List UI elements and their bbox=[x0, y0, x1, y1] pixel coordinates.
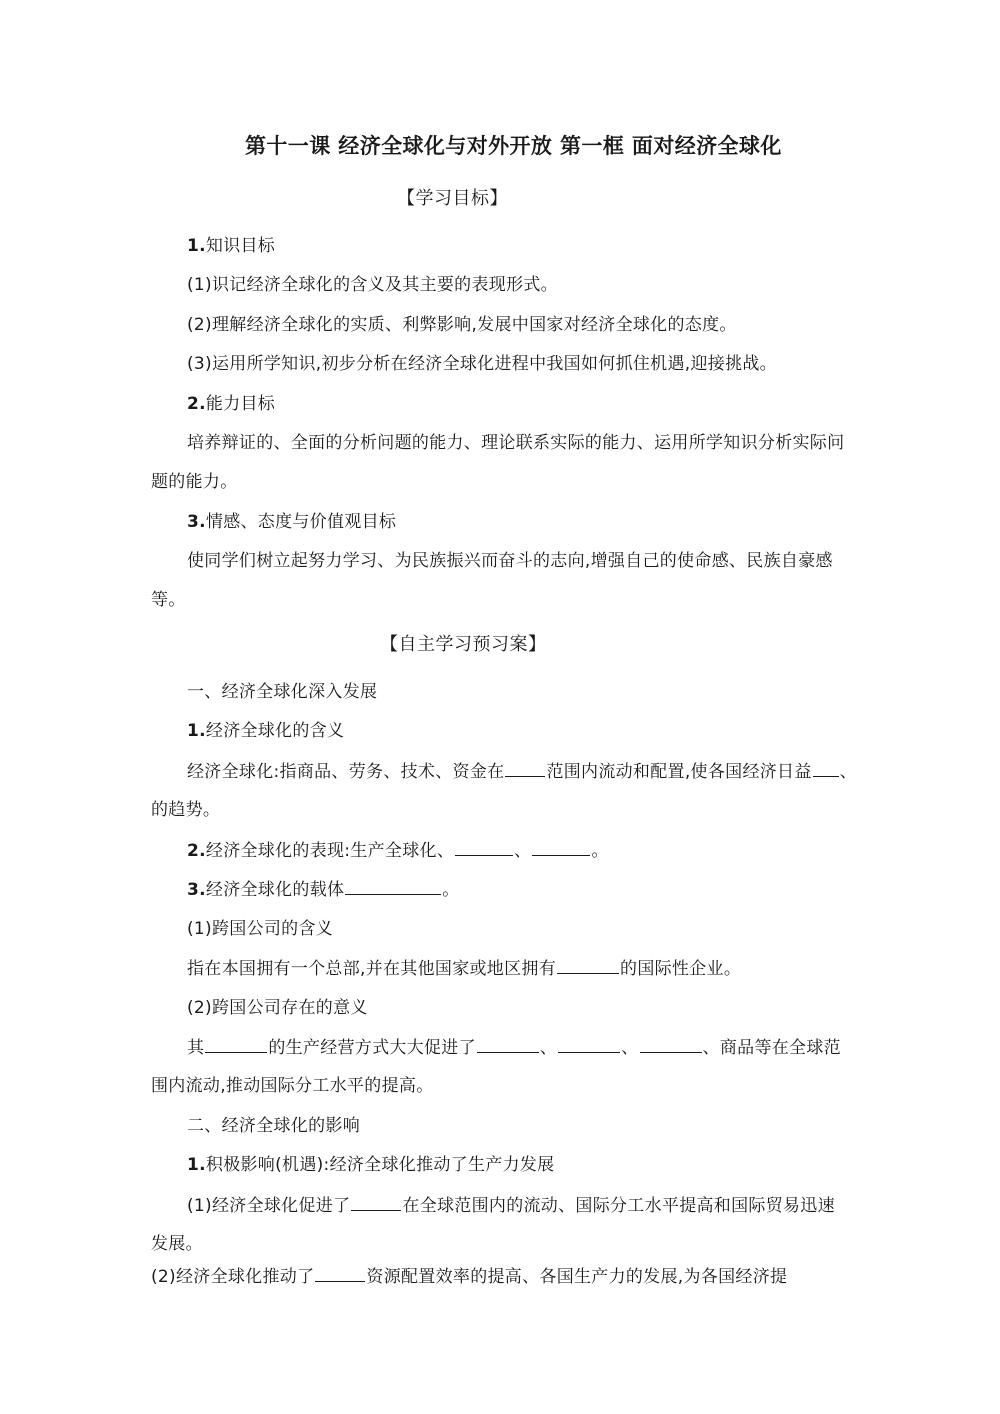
text-segment: 经济全球化的表现:生产全球化、 bbox=[205, 841, 455, 861]
goal-knowledge-item: (2)理解经济全球化的实质、利弊影响,发展中国家对经济全球化的态度。 bbox=[187, 315, 737, 335]
text-segment: 、 bbox=[621, 1038, 639, 1058]
positive-item-1-cont: 发展。 bbox=[151, 1234, 203, 1254]
item-number: 2. bbox=[187, 841, 206, 861]
text-segment: 、商品等在全球范 bbox=[702, 1038, 841, 1058]
fill-in-blank[interactable] bbox=[557, 957, 619, 974]
text-segment: 、 bbox=[539, 1038, 558, 1058]
text-segment: 的国际性企业。 bbox=[620, 959, 742, 979]
fill-in-blank[interactable] bbox=[205, 1036, 267, 1053]
document-title: 第十一课 经济全球化与对外开放 第一框 面对经济全球化 bbox=[245, 134, 782, 158]
forms-text bbox=[187, 839, 609, 862]
part2-heading: 二、经济全球化的影响 bbox=[187, 1116, 360, 1136]
fill-in-blank[interactable] bbox=[477, 1036, 539, 1053]
meaning-heading bbox=[187, 720, 344, 742]
item-heading-text: 积极影响(机遇):经济全球化推动了生产力发展 bbox=[205, 1155, 555, 1175]
text-segment: 其 bbox=[187, 1038, 205, 1058]
item-number: 3. bbox=[187, 880, 206, 900]
goal-ability-text: 培养辩证的、全面的分析问题的能力、理论联系实际的能力、运用所学知识分析实际问 bbox=[187, 433, 845, 453]
text-segment: 资源配置效率的提高、各国生产力的发展,为各国经济提 bbox=[366, 1267, 788, 1287]
section-heading-preview: 【自主学习预习案】 bbox=[380, 634, 547, 655]
fill-in-blank[interactable] bbox=[351, 1194, 401, 1211]
item-heading-text: 经济全球化的含义 bbox=[205, 721, 345, 741]
fill-in-blank[interactable] bbox=[455, 839, 513, 856]
meaning-text bbox=[187, 760, 857, 783]
fill-in-blank[interactable] bbox=[558, 1036, 620, 1053]
fill-in-blank[interactable] bbox=[345, 878, 441, 895]
text-segment: 在全球范围内的流动、国际分工水平提高和国际贸易迅速 bbox=[402, 1196, 835, 1216]
fill-in-blank[interactable] bbox=[505, 760, 545, 777]
carrier-text bbox=[187, 878, 460, 901]
fill-in-blank[interactable] bbox=[813, 760, 839, 777]
mnc-significance-heading: (2)跨国公司存在的意义 bbox=[187, 998, 368, 1018]
goal-heading-text: 知识目标 bbox=[205, 236, 276, 256]
meaning-text-cont: 的趋势。 bbox=[151, 800, 221, 820]
text-segment: 。 bbox=[442, 880, 460, 900]
goal-knowledge-item: (3)运用所学知识,初步分析在经济全球化进程中我国如何抓住机遇,迎接挑战。 bbox=[187, 354, 777, 374]
mnc-meaning-text bbox=[187, 957, 741, 980]
mnc-significance-text bbox=[187, 1036, 841, 1059]
fill-in-blank[interactable] bbox=[640, 1036, 702, 1053]
positive-impact-heading bbox=[187, 1154, 554, 1176]
text-segment: 经济全球化的载体 bbox=[205, 880, 345, 900]
fill-in-blank[interactable] bbox=[315, 1265, 365, 1282]
goal-emotion-text-cont: 等。 bbox=[151, 590, 186, 610]
goal-knowledge-item: (1)识记经济全球化的含义及其主要的表现形式。 bbox=[187, 275, 558, 295]
goal-emotion-text: 使同学们树立起努力学习、为民族振兴而奋斗的志向,增强自己的使命感、民族自豪感 bbox=[187, 551, 833, 571]
text-segment: 。 bbox=[591, 841, 609, 861]
positive-item-1 bbox=[187, 1194, 835, 1217]
text-segment: 指在本国拥有一个总部,并在其他国家或地区拥有 bbox=[187, 959, 557, 979]
goal-ability-heading bbox=[187, 393, 275, 415]
section-heading-learning-goals: 【学习目标】 bbox=[397, 188, 508, 209]
goal-number: 1. bbox=[187, 236, 206, 256]
goal-heading-text: 能力目标 bbox=[205, 394, 276, 414]
part1-heading: 一、经济全球化深入发展 bbox=[187, 682, 378, 702]
text-segment: 经济全球化:指商品、劳务、技术、资金在 bbox=[187, 762, 505, 782]
goal-number: 3. bbox=[187, 512, 206, 532]
mnc-significance-text-cont: 围内流动,推动国际分工水平的提高。 bbox=[151, 1076, 434, 1096]
text-segment: (1)经济全球化促进了 bbox=[187, 1196, 351, 1216]
text-segment: 、 bbox=[514, 841, 532, 861]
text-segment: (2)经济全球化推动了 bbox=[151, 1267, 315, 1287]
goal-emotion-heading bbox=[187, 511, 396, 533]
goal-knowledge-heading bbox=[187, 235, 275, 257]
text-segment: 的生产经营方式大大促进了 bbox=[268, 1038, 476, 1058]
text-segment: 范围内流动和配置,使各国经济日益 bbox=[546, 762, 812, 782]
fill-in-blank[interactable] bbox=[532, 839, 590, 856]
item-number: 1. bbox=[187, 1155, 206, 1175]
text-segment: 、 bbox=[839, 762, 857, 782]
item-number: 1. bbox=[187, 721, 206, 741]
goal-ability-text-cont: 题的能力。 bbox=[151, 472, 238, 492]
positive-item-2 bbox=[151, 1265, 787, 1288]
mnc-meaning-heading: (1)跨国公司的含义 bbox=[187, 919, 334, 939]
goal-heading-text: 情感、态度与价值观目标 bbox=[205, 512, 397, 532]
goal-number: 2. bbox=[187, 394, 206, 414]
